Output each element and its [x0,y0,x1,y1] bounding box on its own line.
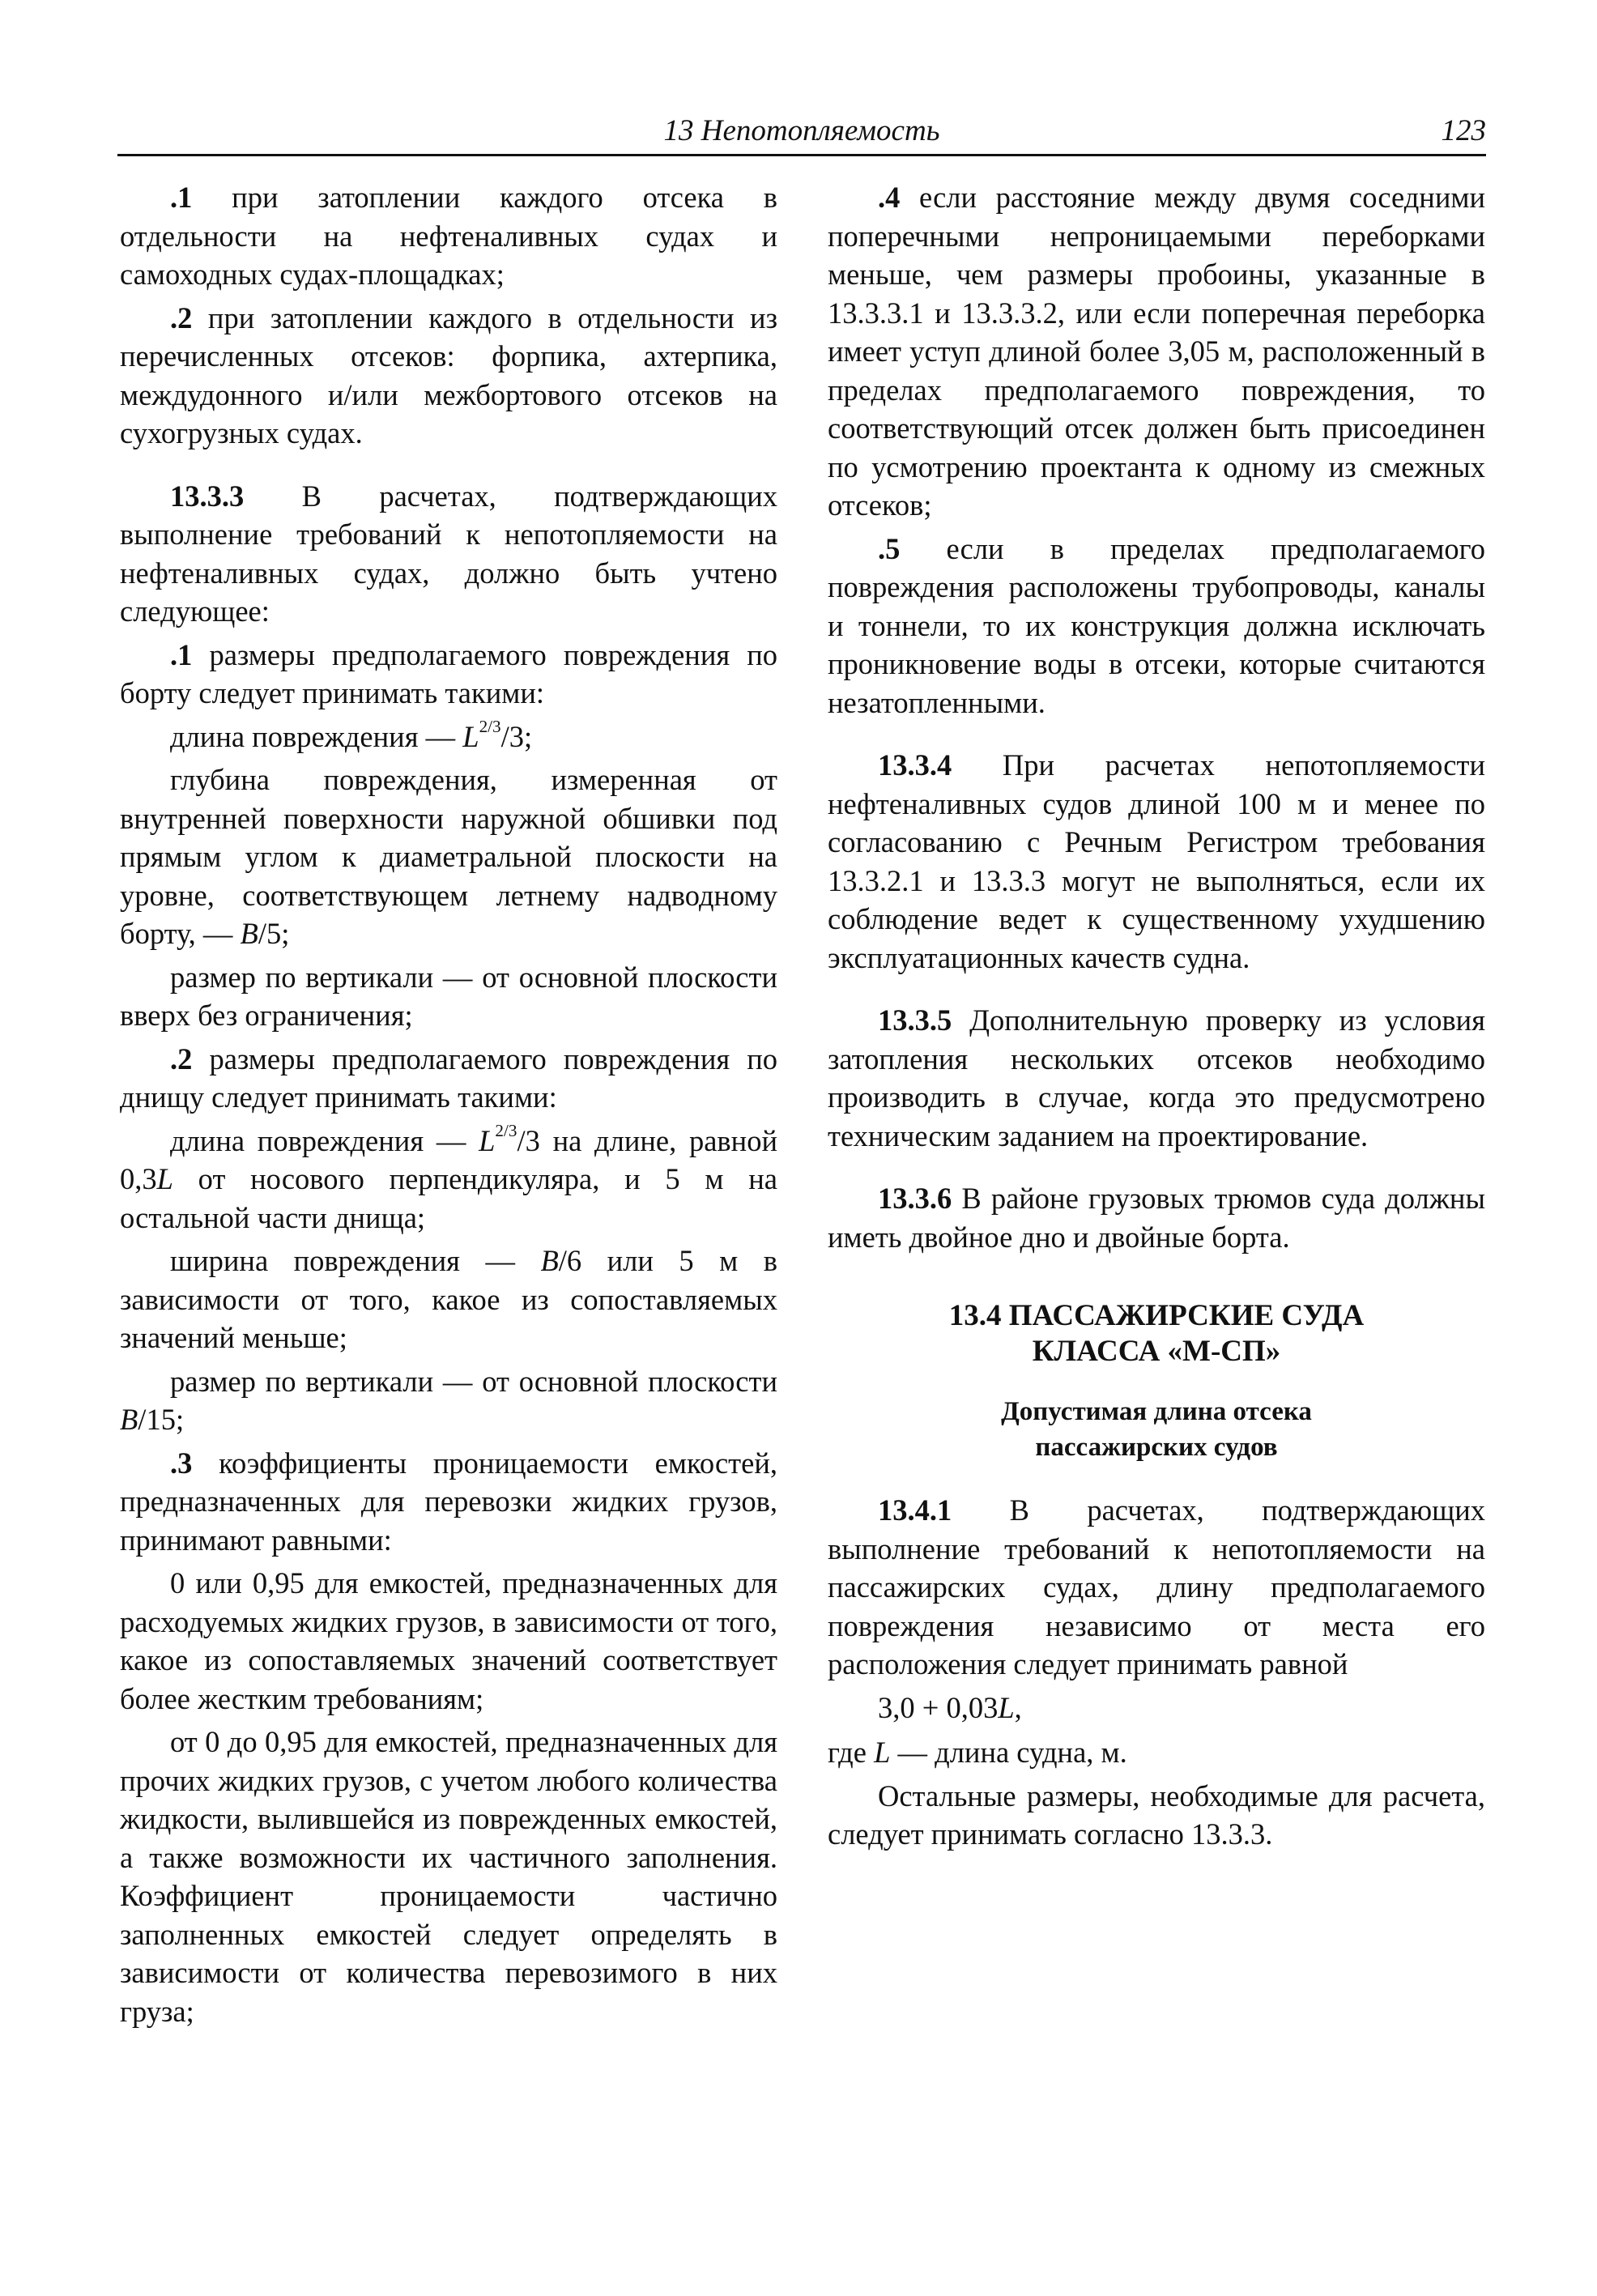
item-number: .5 [878,531,901,565]
formula-where: где L — длина судна, м. [828,1736,1127,1769]
clause-13-3-3 [120,477,777,631]
side-damage-length: длина повреждения — $L^{2/3}/3$; [170,716,533,753]
item-text: размеры предполагаемого повреждения по днищу следует принимать такими: [120,1042,777,1114]
var-B: B [120,1403,138,1436]
side-damage-depth: глубина повреждения, измеренная от внутренней поверхности наружной обшивки под прямым углом к диаметральной плоскости на уровне, соответствующем летнему надводному борту, — B/5; [120,763,777,950]
side-damage-vertical: размер по вертикали — от основной плоскости вверх без ограничения; [120,960,777,1032]
bottom-damage-width: ширина повреждения — B/6 или 5 м в зависимости от того, какое из сопоставляемых значений меньше; [120,1244,778,1354]
right-column [828,178,1485,1859]
section-heading [828,1298,1485,1370]
bottom-damage-length: длина повреждения — $L^{2/3}/3$ на длине, равной 0,3L от носового перпендикуляра, и 5 м на остальной части днища; [120,1120,777,1234]
var-L: L [479,1123,496,1157]
item-number: .1 [170,637,193,671]
item-text: если в пределах предполагаемого повреждения расположены трубопроводы, каналы и тоннели, то их конструкция должна исключать проникновение воды в отсеки, которые считаются незатопленными. [828,531,1485,719]
subsection-heading-line-2: пассажирских судов [1035,1433,1278,1462]
page-number: 123 [1441,114,1486,147]
left-item-1 [120,178,777,294]
damage-length-formula: 3,0 + 0,03L, [878,1690,1022,1724]
item-number: .3 [170,1446,193,1480]
var-L: L [998,1690,1015,1724]
var-L: L [462,719,479,753]
clause-13-3-5 [828,1001,1485,1155]
page-header [117,113,1486,156]
left-column [120,178,777,2035]
bottom-damage-vertical: размер по вертикали — от основной плоскости B/15; [120,1364,777,1436]
clause-text: При расчетах непотопляемости нефтеналивных судов длиной 100 м и менее по согласованию с Речным Регистром требования 13.3.2.1 и 13.3.3 могут не выполняться, если их соблюдение ведет к существенному ухудшению эксплуатационных качеств судна. [828,748,1485,974]
item-text: при затоплении каждого отсека в отдельности на нефтеналивных судах и самоходных судах-площадках; [120,181,777,291]
other-dimensions-note: Остальные размеры, необходимые для расчета, следует принимать согласно 13.3.3. [828,1778,1485,1851]
clause-number: 13.3.3 [170,479,245,513]
right-item-4 [828,178,1485,525]
exponent: 2/3 [495,1120,517,1140]
subsection-heading-line-1: Допустимая длина отсека [1001,1397,1312,1426]
clause-text: Дополнительную проверку из условия затопления нескольких отсеков необходимо производить в случае, когда это предусмотрено техническим заданием на проектирование. [828,1003,1485,1152]
item-number: .1 [170,181,193,214]
clause-13-3-4 [828,746,1485,977]
permeability-consumable: 0 или 0,95 для емкостей, предназначенных для расходуемых жидких грузов, в зависимости от того, какое из сопоставляемых значений соответствует более жестким требованиям; [120,1566,777,1715]
clause-13-4-1 [828,1491,1485,1684]
var-B: B [540,1244,559,1277]
clause-number: 13.3.4 [878,748,952,782]
exponent: 2/3 [479,716,501,736]
running-title: 13 Непотопляемость [663,114,940,147]
clause-number: 13.3.5 [878,1003,952,1037]
item-number: .2 [170,1042,193,1076]
var-L: L [874,1736,891,1769]
clause-text: В расчетах, подтверждающих выполнение требований к непотопляемости на нефтеналивных судах, должно быть учтено следующее: [120,479,777,628]
permeability-other: от 0 до 0,95 для емкостей, предназначенных для прочих жидких грузов, с учетом любого количества жидкости, вылившейся из поврежденных емкостей, а также возможности их частичного заполнения. Коэффициент проницаемости частично заполненных емкостей следует определять в зависимости от количества перевозимого в них груза; [120,1725,777,2028]
clause-number: 13.4.1 [878,1493,952,1527]
clause-number: 13.3.6 [878,1182,952,1215]
subsection-heading [828,1394,1485,1465]
section-heading-line-1: 13.4 ПАССАЖИРСКИЕ СУДА [948,1299,1365,1332]
right-item-5 [828,530,1485,722]
item-text: при затоплении каждого в отдельности из перечисленных отсеков: форпика, ахтерпика, междудонного и/или межбортового отсеков на сухогрузных судах. [120,300,777,449]
clause-13-3-6 [828,1179,1485,1256]
clause-text: В районе грузовых трюмов суда должны иметь двойное дно и двойные борта. [828,1182,1485,1254]
left-item-3-1 [120,636,777,713]
var-B: B [240,917,258,950]
item-number: .4 [878,181,901,214]
item-text: если расстояние между двумя соседними поперечными непроницаемыми переборками меньше, чем размеры пробоины, указанные в 13.3.3.1 и 13.3.3.2, или если поперечная переборка имеет уступ длиной более 3,05 м, расположенный в пределах предполагаемого повреждения, то соответствующий отсек должен быть присоединен по усмотрению проектанта к одному из смежных отсеков; [828,181,1485,522]
left-item-3-3 [120,1444,777,1560]
item-number: .2 [170,300,193,334]
item-text: размеры предполагаемого повреждения по борту следует принимать такими: [120,637,777,709]
clause-text: В расчетах, подтверждающих выполнение требований к непотопляемости на пассажирских судах, длину предполагаемого повреждения независимо от места его расположения следует принимать равной [828,1493,1485,1680]
item-text: коэффициенты проницаемости емкостей, предназначенных для перевозки жидких грузов, принимают равными: [120,1446,777,1557]
section-heading-line-2: КЛАССА «М-СП» [1032,1335,1281,1368]
left-item-3-2 [120,1040,777,1117]
var-L: L [156,1162,173,1195]
left-item-2 [120,299,777,453]
